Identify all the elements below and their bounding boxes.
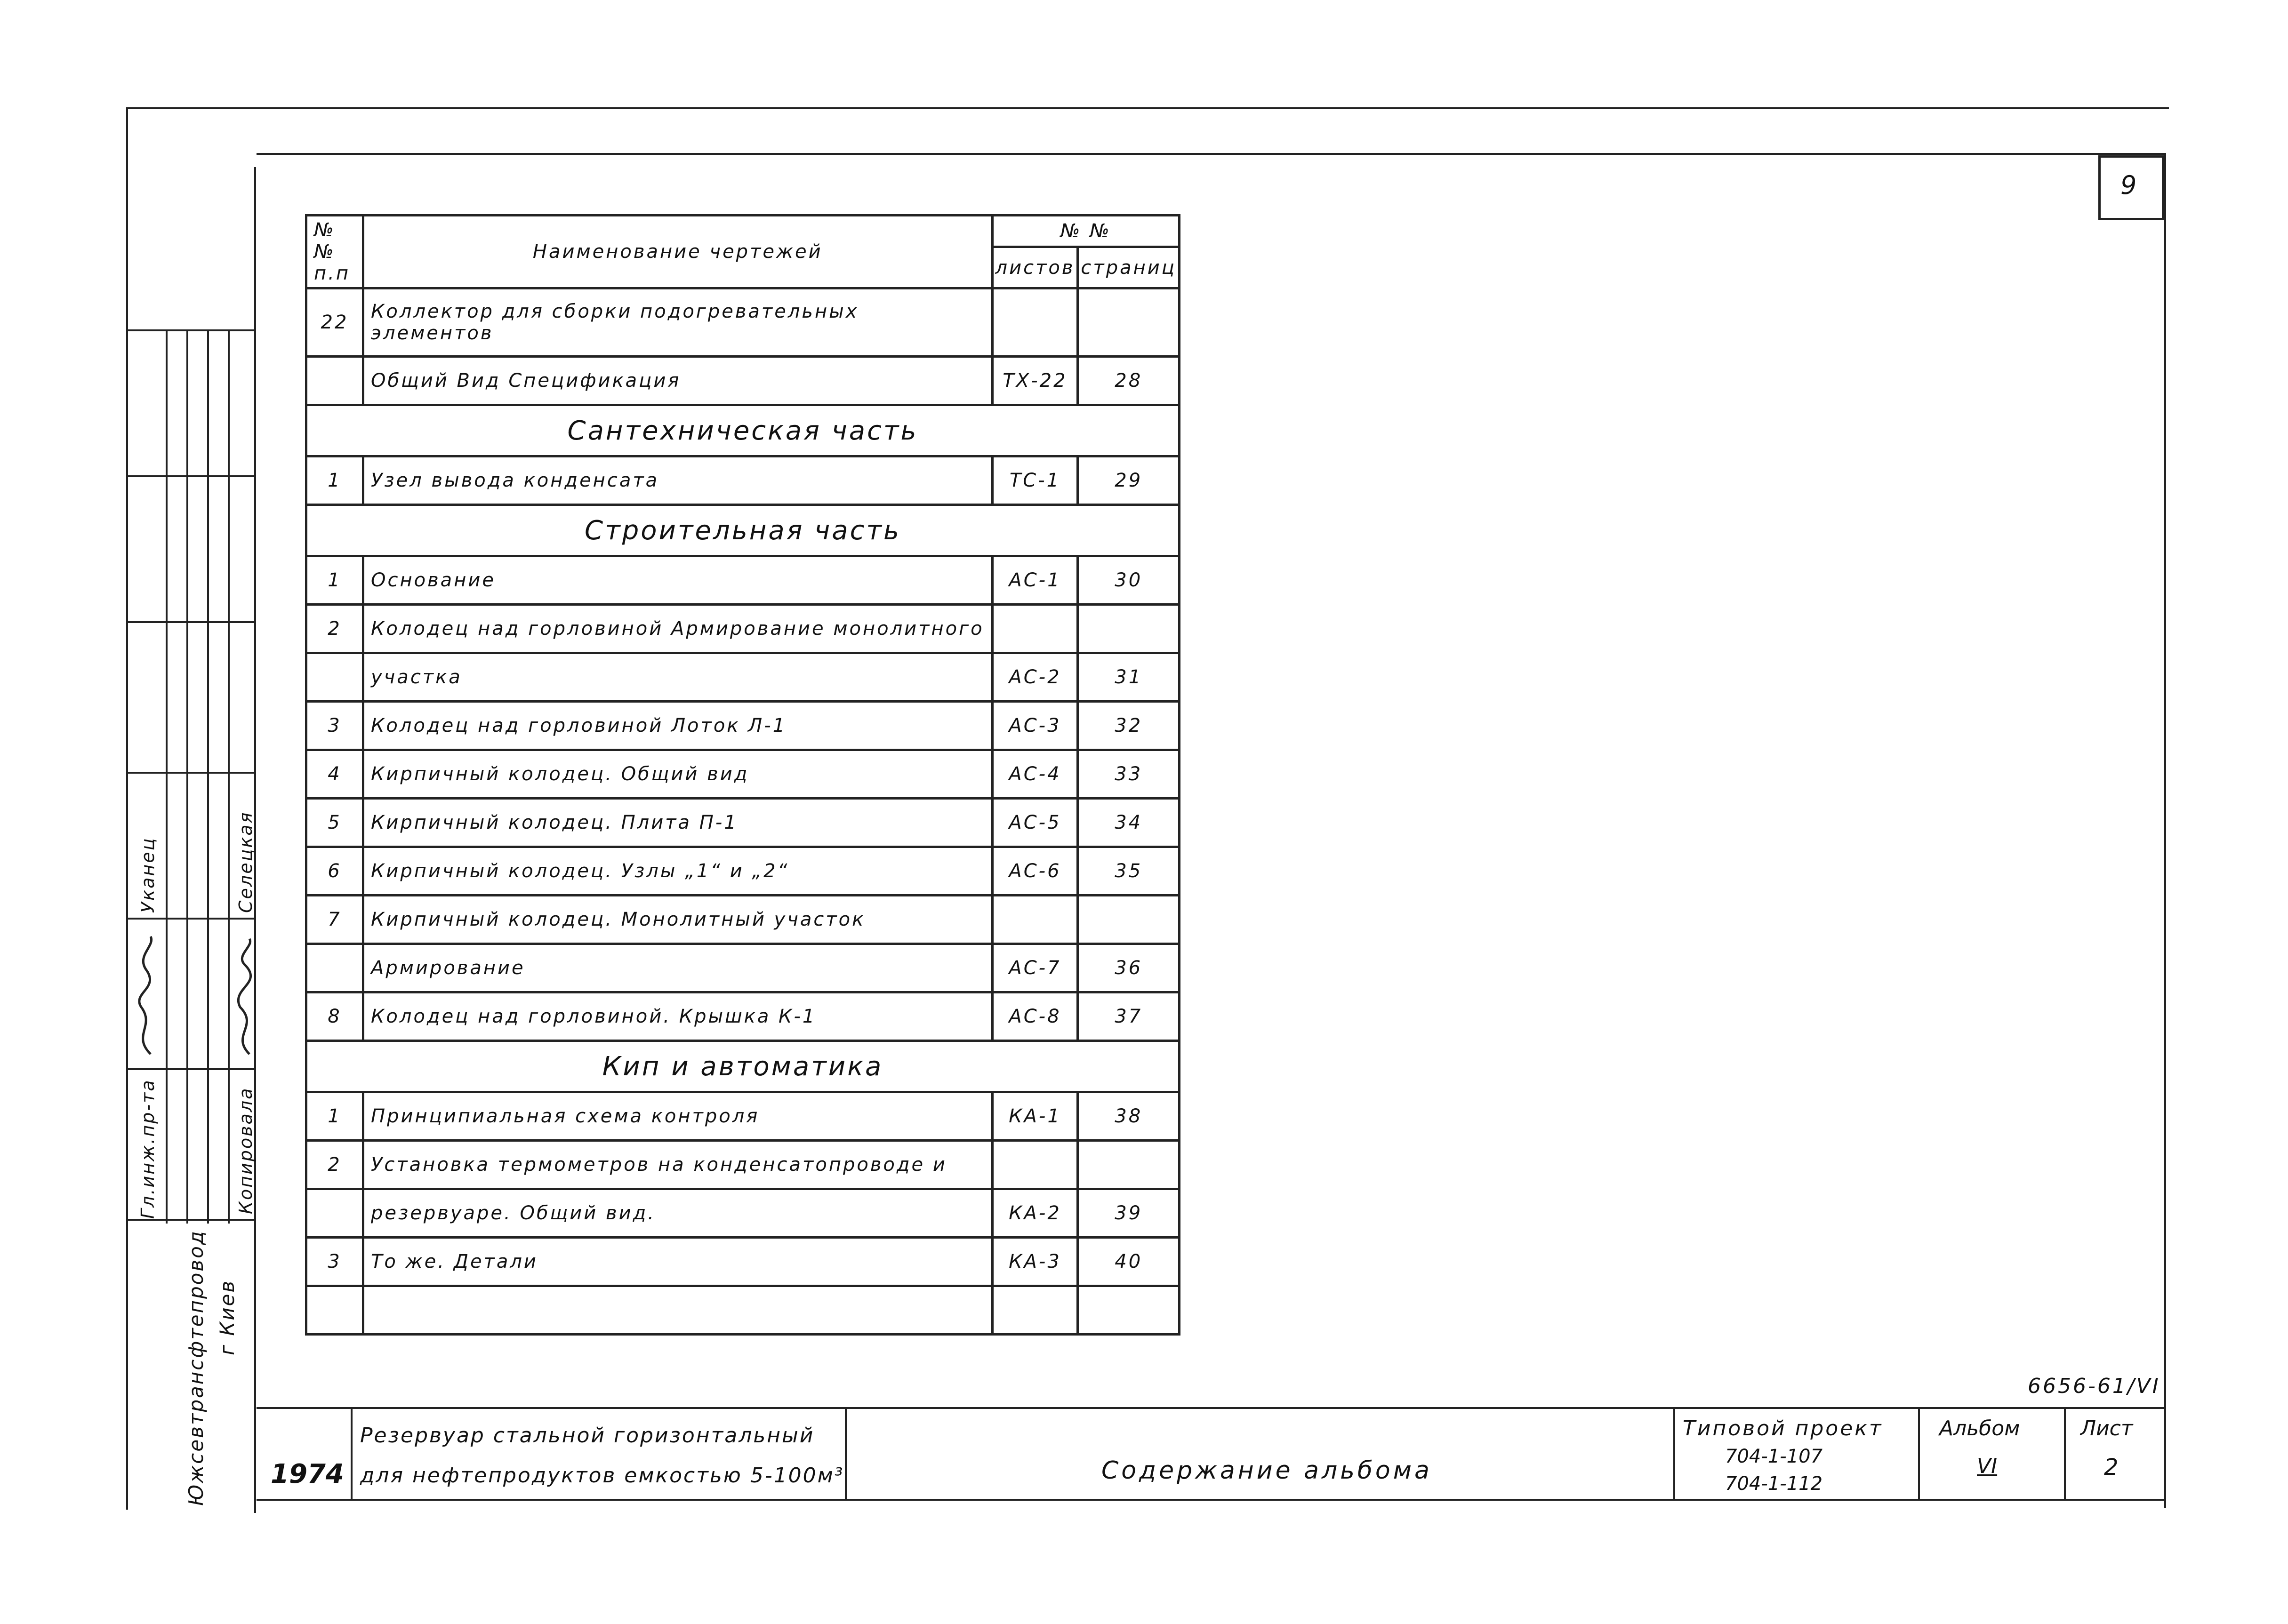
row-code: АС-5: [992, 799, 1078, 847]
row-num: [306, 944, 363, 992]
title-div-3: [1673, 1407, 1675, 1501]
row-name: Общий Вид Спецификация: [363, 357, 993, 405]
side-strip-line-3: [207, 329, 209, 1224]
row-num: 8: [306, 992, 363, 1041]
row-num: 3: [306, 1238, 363, 1286]
row-num: 1: [306, 456, 363, 505]
row-code: АС-2: [992, 653, 1078, 702]
row-code: АС-6: [992, 847, 1078, 896]
signature-1: [122, 932, 169, 1059]
table-header-row: [306, 216, 1180, 247]
row-name: Кирпичный колодец. Общий вид: [363, 750, 993, 799]
row-num: 7: [306, 896, 363, 944]
table-row: [306, 750, 1180, 799]
side-strip-h1: [126, 329, 256, 331]
project-code-1: 704-1-107: [1725, 1446, 1823, 1467]
table-row: [306, 702, 1180, 750]
table-row: [306, 653, 1180, 702]
table-row: [306, 456, 1180, 505]
album-value: VI: [1977, 1454, 1998, 1478]
row-num: 2: [306, 605, 363, 653]
row-page: 40: [1078, 1238, 1180, 1286]
side-strip-h4: [126, 772, 256, 774]
object-line-2: для нефтепродуктов емкостью 5-100м³: [360, 1464, 844, 1488]
table-row: [306, 1141, 1180, 1189]
row-num: [306, 653, 363, 702]
table-row: [306, 556, 1180, 605]
side-strip-h7: [126, 1219, 256, 1221]
section-row: [306, 405, 1180, 456]
album-label: Альбом: [1939, 1416, 2020, 1440]
row-num: 4: [306, 750, 363, 799]
table-row: [306, 357, 1180, 405]
row-page: 32: [1078, 702, 1180, 750]
row-name: Армирование: [363, 944, 993, 992]
row-name: Коллектор для сборки подогревательных элементов: [363, 288, 993, 357]
row-code: КА-3: [992, 1238, 1078, 1286]
row-page: 34: [1078, 799, 1180, 847]
row-code: АС-7: [992, 944, 1078, 992]
sheet-title: Содержание альбома: [1101, 1456, 1432, 1485]
row-code: [992, 896, 1078, 944]
table-row: [306, 847, 1180, 896]
table-row: [306, 605, 1180, 653]
object-line-1: Резервуар стальной горизонтальный: [360, 1424, 815, 1448]
row-code: ТС-1: [992, 456, 1078, 505]
row-page: [1078, 1286, 1180, 1335]
contents-table: [305, 214, 1180, 1336]
table-row: [306, 1286, 1180, 1335]
title-div-1: [351, 1407, 353, 1501]
table-row: [306, 992, 1180, 1041]
table-row: [306, 1189, 1180, 1238]
header-sheets: листов: [992, 247, 1078, 288]
header-nn: № №: [992, 216, 1179, 247]
row-num: 3: [306, 702, 363, 750]
row-page: 33: [1078, 750, 1180, 799]
row-page: 29: [1078, 456, 1180, 505]
frame-bottom: [257, 1499, 2166, 1501]
row-name: резервуаре. Общий вид.: [363, 1189, 993, 1238]
row-name: Основание: [363, 556, 993, 605]
row-code: ТХ-22: [992, 357, 1078, 405]
title-div-5: [2064, 1407, 2066, 1501]
row-page: 35: [1078, 847, 1180, 896]
row-code: [992, 605, 1078, 653]
frame-top: [257, 153, 2164, 155]
side-strip-h2: [126, 475, 256, 477]
row-page: [1078, 896, 1180, 944]
row-code: [992, 1141, 1078, 1189]
project-label: Типовой проект: [1683, 1416, 1883, 1440]
table-row: [306, 896, 1180, 944]
row-page: [1078, 605, 1180, 653]
header-name: Наименование чертежей: [363, 216, 993, 288]
top-border: [126, 107, 2169, 109]
row-code: АС-3: [992, 702, 1078, 750]
row-name: Установка термометров на конденсатопроводе и: [363, 1141, 993, 1189]
frame-left: [126, 107, 128, 1510]
row-num: 6: [306, 847, 363, 896]
header-num: №№ п.п: [306, 216, 363, 288]
row-code: [992, 1286, 1078, 1335]
signature-2: [226, 936, 268, 1059]
frame-right: [2164, 153, 2166, 1508]
section-title: Сантехническая часть: [306, 405, 1180, 456]
table-row: [306, 288, 1180, 357]
title-block-top: [257, 1407, 2166, 1409]
row-num: 5: [306, 799, 363, 847]
side-strip-h5: [126, 918, 256, 920]
row-name: Кирпичный колодец. Плита П-1: [363, 799, 993, 847]
row-page: 31: [1078, 653, 1180, 702]
side-strip-line-2: [186, 329, 188, 1224]
row-num: [306, 1189, 363, 1238]
row-name: Кирпичный колодец. Монолитный участок: [363, 896, 993, 944]
side-name-1: Уканец: [137, 837, 158, 913]
row-code: КА-1: [992, 1092, 1078, 1141]
row-num: 2: [306, 1141, 363, 1189]
table-row: [306, 944, 1180, 992]
side-name-2: Селецкая: [235, 811, 256, 913]
section-title: Кип и автоматика: [306, 1041, 1180, 1092]
corner-sheet-number: 9: [2120, 170, 2139, 200]
row-code: АС-1: [992, 556, 1078, 605]
row-page: [1078, 288, 1180, 357]
row-num: 1: [306, 556, 363, 605]
row-name: Кирпичный колодец. Узлы „1“ и „2“: [363, 847, 993, 896]
row-name: [363, 1286, 993, 1335]
project-code-2: 704-1-112: [1725, 1473, 1823, 1495]
row-name: Колодец над горловиной. Крышка К-1: [363, 992, 993, 1041]
row-page: 36: [1078, 944, 1180, 992]
sheet-value: 2: [2104, 1454, 2119, 1480]
side-role-1: Гл.инж.пр-та: [137, 1079, 158, 1219]
row-num: [306, 357, 363, 405]
side-strip-h6: [126, 1068, 256, 1070]
city-label: г Киев: [216, 1279, 239, 1355]
row-code: АС-4: [992, 750, 1078, 799]
sheet-label: Лист: [2080, 1416, 2133, 1440]
table-row: [306, 799, 1180, 847]
row-name: Колодец над горловиной Армирование монолитного: [363, 605, 993, 653]
title-div-4: [1918, 1407, 1920, 1501]
row-page: [1078, 1141, 1180, 1189]
section-row: [306, 505, 1180, 556]
row-num: [306, 1286, 363, 1335]
organization-label: Южсевтрансфтепровод: [185, 1230, 208, 1506]
side-role-2: Копировала: [235, 1087, 256, 1214]
year: 1974: [271, 1459, 344, 1489]
table-row: [306, 1238, 1180, 1286]
section-row: [306, 1041, 1180, 1092]
row-code: АС-8: [992, 992, 1078, 1041]
row-name: Принципиальная схема контроля: [363, 1092, 993, 1141]
row-name: То же. Детали: [363, 1238, 993, 1286]
side-strip-line-1: [166, 329, 168, 1224]
row-name: участка: [363, 653, 993, 702]
row-name: Узел вывода конденсата: [363, 456, 993, 505]
header-pages: страниц: [1078, 247, 1180, 288]
row-code: КА-2: [992, 1189, 1078, 1238]
row-code: [992, 288, 1078, 357]
row-num: 1: [306, 1092, 363, 1141]
title-div-2: [845, 1407, 847, 1501]
row-num: 22: [306, 288, 363, 357]
row-page: 28: [1078, 357, 1180, 405]
row-page: 39: [1078, 1189, 1180, 1238]
document-code: 6656-61/VI: [2028, 1374, 2160, 1398]
section-title: Строительная часть: [306, 505, 1180, 556]
row-page: 30: [1078, 556, 1180, 605]
table-row: [306, 1092, 1180, 1141]
row-page: 37: [1078, 992, 1180, 1041]
row-page: 38: [1078, 1092, 1180, 1141]
side-strip-line-4: [228, 329, 230, 1224]
side-strip-h3: [126, 621, 256, 623]
row-name: Колодец над горловиной Лоток Л-1: [363, 702, 993, 750]
